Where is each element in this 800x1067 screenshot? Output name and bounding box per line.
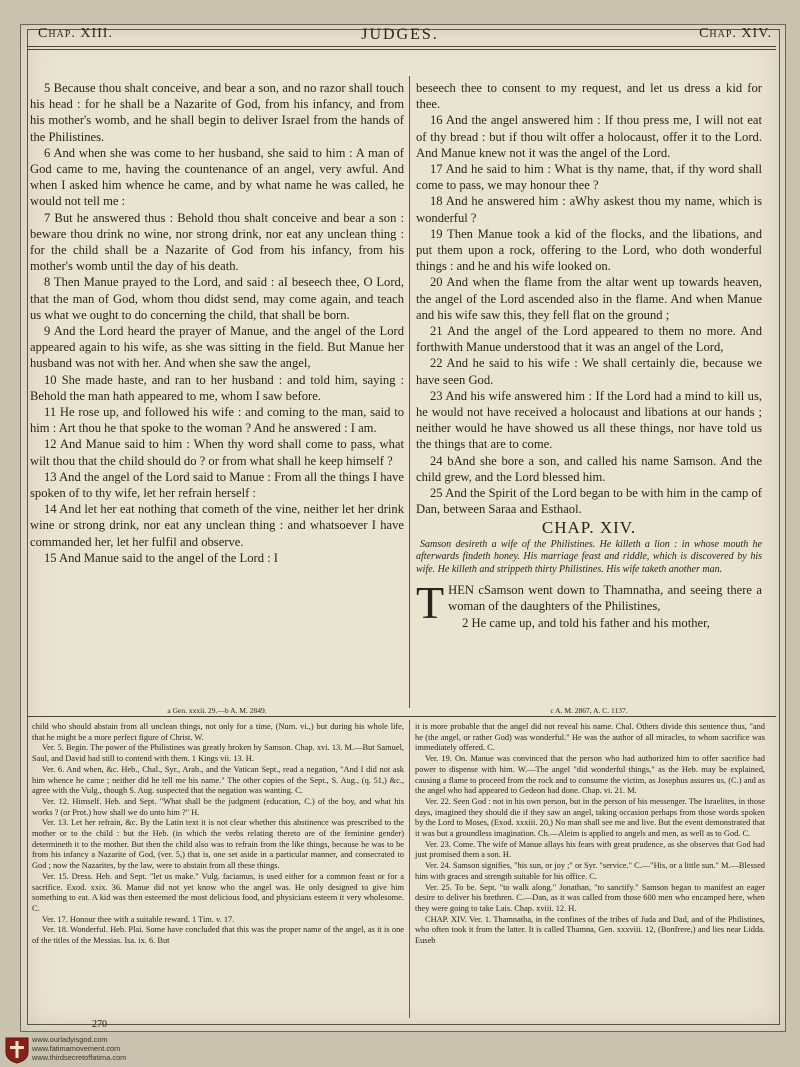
header-chapter-right: Chap. XIV. bbox=[699, 26, 772, 41]
notes-rule bbox=[28, 716, 776, 717]
commentary-note: it is more probable that the angel did not reveal his name. Chal. Others divide this sentence thus, "and he (the angel, or rather God) was wonderful." He was the author of all miracles, to whom sacrifice was immediately offered. C. bbox=[415, 722, 765, 753]
verse: 7 But he answered thus : Behold thou shalt conceive and bear a son : beware thou drink no wine, nor strong drink, nor eat any unclean thing : for the child shall be a Nazarite of God from his infancy, from his mother's womb until the day of his death. bbox=[30, 210, 404, 274]
page-number: 270 bbox=[92, 1019, 107, 1030]
verse: 17 And he said to him : What is thy name, that, if thy word shall come to pass, we may honour thee ? bbox=[416, 162, 762, 193]
watermark-link[interactable]: www.fatimamovement.com bbox=[32, 1044, 121, 1053]
verse: 25 And the Spirit of the Lord began to be with him in the camp of Dan, between Saraa and Esthaol. bbox=[416, 486, 762, 517]
commentary-left bbox=[32, 722, 404, 947]
cross-crest-icon bbox=[4, 1036, 30, 1064]
verse: 14 And let her eat nothing that cometh of the vine, neither let her drink wine or strong drink, nor eat any unclean thing : and whatsoever I have commanded her, let her fulfil and observe. bbox=[30, 502, 404, 549]
header-rule-bottom bbox=[28, 49, 776, 50]
header-chapter-left: Chap. XIII. bbox=[38, 26, 113, 41]
verse: 24 bAnd she bore a son, and called his name Samson. And the child grew, and the Lord blessed him. bbox=[416, 453, 762, 484]
verse: beseech thee to consent to my request, and let us dress a kid for thee. bbox=[416, 81, 762, 112]
verse: 9 And the Lord heard the prayer of Manue, and the angel of the Lord appeared again to his wife, as she was sitting in the field. But Manue her husband was not with her. And when she saw the angel, bbox=[30, 324, 404, 371]
verse: 19 Then Manue took a kid of the flocks, and the libations, and put them upon a rock, offering to the Lord, who doth wonderful things : and he and his wife looked on. bbox=[416, 226, 762, 274]
left-text-column bbox=[30, 80, 404, 566]
commentary-note: Ver. 18. Wonderful. Heb. Plai. Some have concluded that this was the proper name of the angel, as it is one of the titles of the Messias. Isa. ix. 6. But bbox=[32, 925, 404, 946]
commentary-note: Ver. 23. Come. The wife of Manue allays his fears with great prudence, as she observes that God had just promised them a son. H. bbox=[415, 839, 765, 860]
header-book-title: JUDGES. bbox=[361, 26, 439, 43]
watermark-link[interactable]: www.thirdsecretoffatima.com bbox=[32, 1053, 127, 1062]
verse: 22 And he said to his wife : We shall certainly die, because we have seen God. bbox=[416, 356, 762, 387]
verse: 10 She made haste, and ran to her husband : and told him, saying : Behold the man hath appeared to me, whom I saw before. bbox=[30, 372, 404, 403]
commentary-note: Ver. 13. Let her refrain, &c. By the Latin text it is not clear whether this abstinence was prescribed to the mother or to the child : but the Heb. (in which the verbs relating thereto are of the feminine gender) determineth it to the mother. But then the child also was to refrain from the like things, because he was to be from his infancy a Nazarite of God, (ver. 5,) that is, one set aside in a particular manner, and consecrated to God ; now the Nazarites, by the law, were to abstain from all these things. bbox=[32, 818, 404, 871]
commentary-note: Ver. 24. Samson signifies, "his sun, or joy ;" or Syr. "service." C.—"His, or a little sun." M.—Blessed him with graces and strength suitable for his office. C. bbox=[415, 861, 765, 881]
commentary-note: Ver. 17. Honour thee with a suitable reward. 1 Tim. v. 17. bbox=[42, 914, 235, 924]
commentary-note: Ver. 22. Seen God : not in his own person, but in the person of his messenger. The Israelites, in those days, imagined they should die if they saw an angel, taking occasion perhaps from those words spoken by the Lord to Moses, (Exod. xxxiii. 20,) No man shall see me and live. But the event demonstrated that it was but a groundless imagination. Ch.—Aleim is applied to angels and men, as well as to God. C. bbox=[415, 796, 765, 839]
opening-verse-text: cSamson went down to Thamnatha, and seeing there a woman of the daughters of the Philistines, bbox=[448, 583, 762, 614]
commentary-note: Ver. 15. Dress. Heb. and Sept. "let us make." Vulg. faciamus, is used either for a common feast or for a sacrifice. Exod. xxix. 36. Manue did not yet know who the angel was. He only designed to give him something to eat. A kid was then esteemed the most delicious food, and physicians esteem it very wholesome. C. bbox=[32, 871, 404, 913]
commentary-note: Ver. 5. Begin. The power of the Philistines was greatly broken by Samson. Chap. xvi. 13. M.—But Samuel, Saul, and David had still to contend with them. 1 Kings vii. 13. H. bbox=[32, 743, 404, 764]
commentary-note: child who should abstain from all unclean things, not only for a time, (Num. vi.,) but during his whole life, that he might be a more perfect figure of Christ. W. bbox=[32, 722, 404, 742]
verse: 8 Then Manue prayed to the Lord, and said : aI beseech thee, O Lord, that the man of God, whom thou didst send, may come again, and teach us what we ought to do concerning the child, that shall be born. bbox=[30, 275, 404, 322]
verse: 11 He rose up, and followed his wife : and coming to the man, said to him : Art thou he that spoke to the woman ? And he answered : I am. bbox=[30, 405, 404, 436]
commentary-note: Ver. 25. To be. Sept. "to walk along." Jonathan, "to sanctify." Samson began to manifest an eager desire to deliver his brethren. C.—Dan, as it was called from those 600 men who encamped here, when they were going to take Lais. Chap. xviii. 12. H. bbox=[415, 882, 765, 913]
verse: 20 And when the flame from the altar went up towards heaven, the angel of the Lord ascended also in the flame. And when Manue and his wife saw this, they fell flat on the ground ; bbox=[416, 275, 762, 322]
watermark-urls bbox=[32, 1035, 126, 1062]
verse: 15 And Manue said to the angel of the Lord : I bbox=[44, 550, 278, 565]
drop-cap-letter: T bbox=[416, 577, 445, 629]
verse: 13 And the angel of the Lord said to Manue : From all the things I have spoken of to thy wife, let her refrain herself : bbox=[30, 469, 404, 501]
commentary-note: Ver. 6. And when, &c. Heb., Chal., Syr., Arab., and the Vatican Sept., read a negation, "And I did not ask him whence he came ; neither did he tell me his name." The other copies of the Sept., S. Aug., (q. 51,) &c., agree with the Vulg., though S. Aug. suspected that the negation was wanting. C. bbox=[32, 764, 404, 796]
right-text-column bbox=[416, 80, 762, 631]
opening-word-rest: HEN bbox=[448, 583, 474, 598]
chapter-summary: Samson desireth a wife of the Philistines. He killeth a lion : in whose mouth he afterwards findeth honey. His marriage feast and riddle, which is discovered by his wife. He killeth and strippeth thirty Philistines. His wife taketh another man. bbox=[416, 538, 762, 575]
verse: 12 And Manue said to him : When thy word shall come to pass, what wilt thou that the child should do ? or from what shall he keep himself ? bbox=[30, 437, 404, 468]
commentary-right bbox=[415, 722, 765, 947]
verse: 21 And the angel of the Lord appeared to them no more. And forthwith Manue understood that it was an angel of the Lord, bbox=[416, 324, 762, 355]
commentary-note: Ver. 12. Himself. Heb. and Sept. "What shall be the judgment (education, C.) of the boy, and what his works ? (or Prot.) how shall we do unto him ?" H. bbox=[32, 796, 404, 817]
header-rule-top bbox=[28, 46, 776, 47]
verse: 23 And his wife answered him : If the Lord had a mind to kill us, he would not have received a holocaust and libations at our hands ; neither would he have showed us all these things, nor have told us the things that are to come. bbox=[416, 388, 762, 452]
commentary-note: CHAP. XIV. Ver. 1. Thamnatha, in the confines of the tribes of Juda and Dad, and of the Philistines, who often took it from the latter. It is called Thamna, Gen. xxxviii. 12, (Bonfrere,) and lies near Lidda. Euseb bbox=[415, 914, 765, 946]
verse: 2 He came up, and told his father and his mother, bbox=[462, 615, 710, 630]
commentary-note: Ver. 19. On. Manue was convinced that the person who had authorized him to offer sacrifice had power to dispense with him. W.—The angel "did wonderful things," as the Heb. may be explained, causing a flame to proceed from the rock and to consume the victim, as Josephus assures us, (C.) and as the angel who had appeared to Gedeon had done. Chap. vi. 21. M. bbox=[415, 754, 765, 796]
notes-column-divider bbox=[409, 720, 410, 1018]
verse: 16 And the angel answered him : If thou press me, I will not eat of thy bread : but if thou wilt offer a holocaust, offer it to the Lord. And Manue knew not it was the angel of the Lord. bbox=[416, 113, 762, 160]
footnote-references-left: a Gen. xxxii. 29.—b A. M. 2849. bbox=[167, 706, 267, 715]
chapter-heading: CHAP. XIV. bbox=[541, 518, 637, 538]
verse: 6 And when she was come to her husband, she said to him : A man of God came to me, having the countenance of an angel, very awful. And when I asked him whence he came, and by what name he was called, he would not tell me : bbox=[30, 145, 404, 209]
footnote-references-right: c A. M. 2867, A. C. 1137. bbox=[550, 706, 628, 715]
column-divider bbox=[409, 76, 410, 708]
watermark-link[interactable]: www.ourladyisgod.com bbox=[32, 1035, 108, 1044]
verse: 5 Because thou shalt conceive, and bear a son, and no razor shall touch his head : for he shall be a Nazarite of God, from his infancy, and from his mother's womb, and he shall begin to deliver Israel from the hands of the Philistines. bbox=[30, 81, 404, 144]
verse: 18 And he answered him : aWhy askest thou my name, which is wonderful ? bbox=[416, 194, 762, 225]
